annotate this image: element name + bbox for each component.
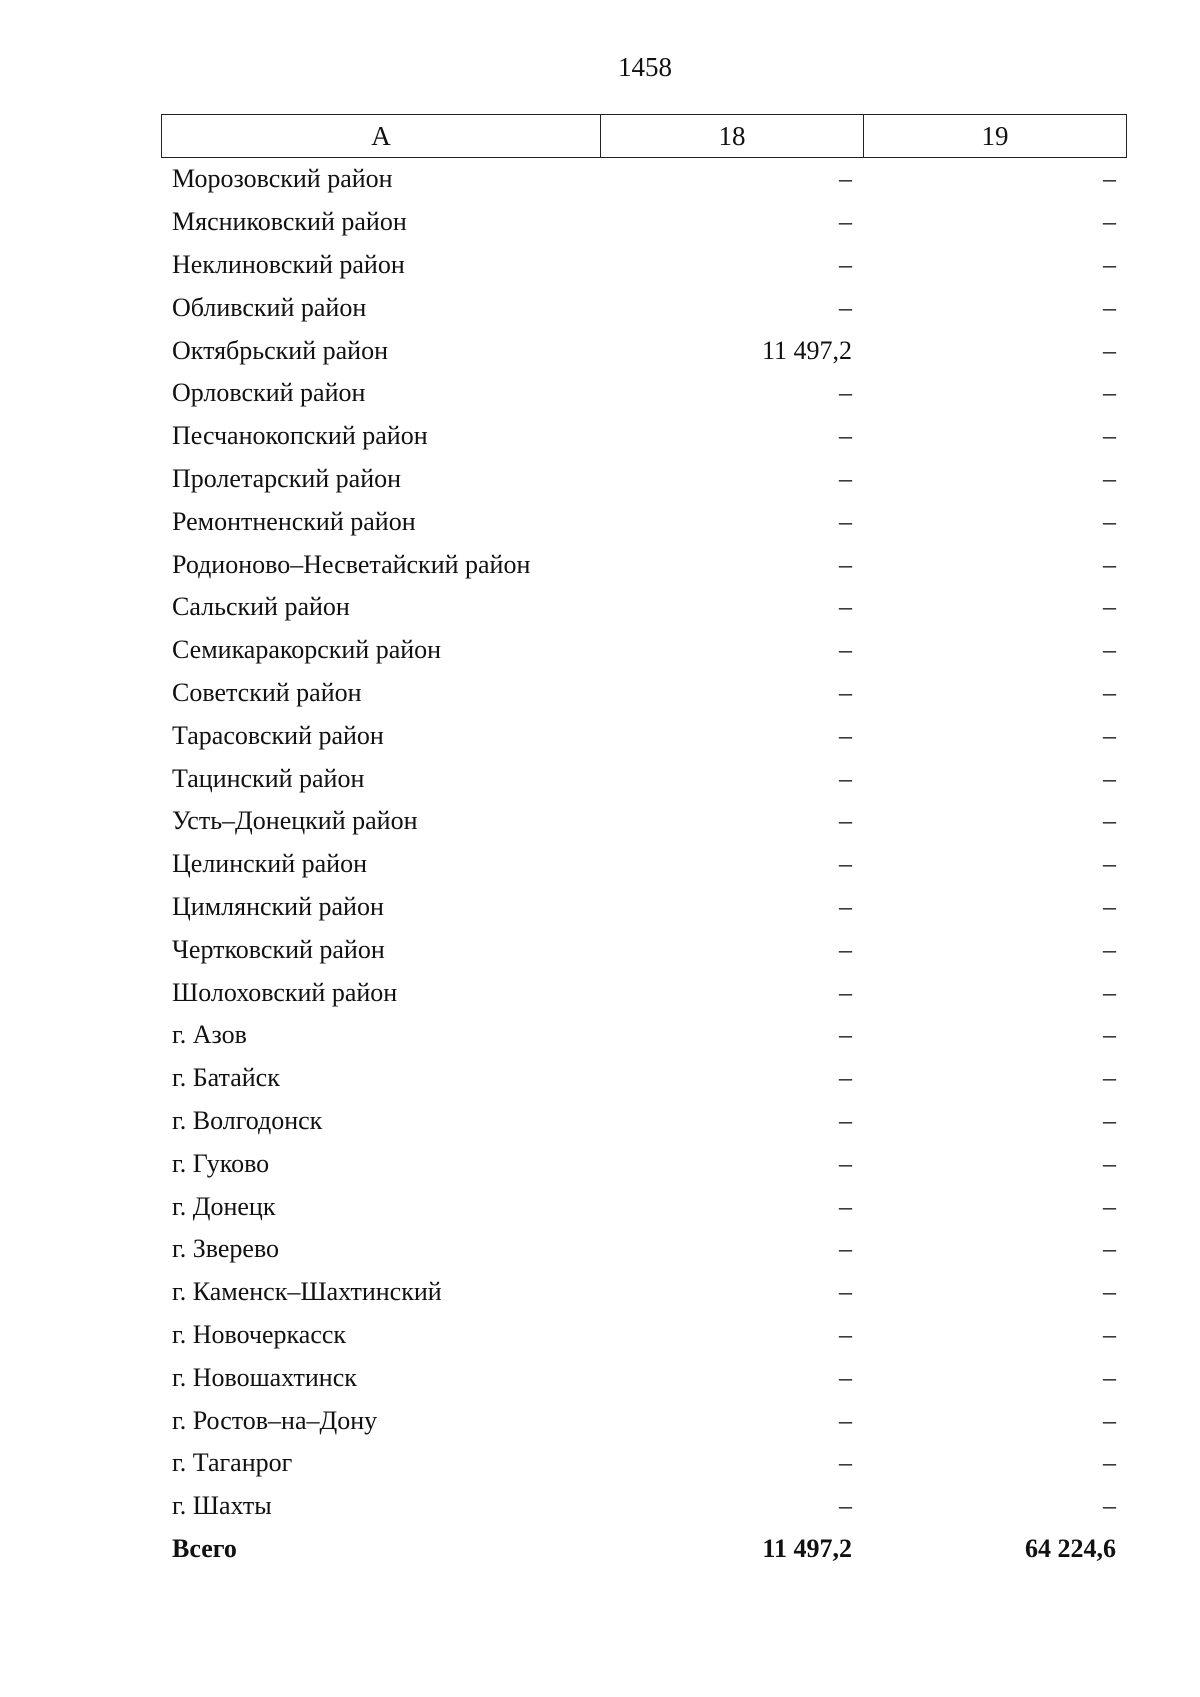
- row-name: Родионово–Несветайский район: [172, 549, 531, 579]
- row-value-18: –: [839, 463, 852, 493]
- row-name: Мясниковский район: [172, 207, 407, 237]
- table-row: [161, 1314, 1127, 1357]
- table-row: [161, 971, 1127, 1014]
- row-value-19: –: [1103, 1319, 1116, 1349]
- row-value-19: –: [1103, 1405, 1116, 1435]
- table-row: [161, 800, 1127, 843]
- row-value-19: –: [1103, 891, 1116, 921]
- table-row: [161, 757, 1127, 800]
- row-name: Обливский район: [172, 292, 367, 322]
- row-value-18: –: [839, 977, 852, 1007]
- row-value-18: –: [839, 207, 852, 237]
- table-row: [161, 1057, 1127, 1100]
- row-name: Тацинский район: [172, 763, 365, 793]
- row-name: Песчанокопский район: [172, 421, 428, 451]
- row-value-19: –: [1103, 1020, 1116, 1050]
- total-value-19: 64 224,6: [1025, 1533, 1116, 1563]
- table-row: [161, 1014, 1127, 1057]
- row-name: Неклиновский район: [172, 249, 405, 279]
- row-value-19: –: [1103, 1191, 1116, 1221]
- row-value-18: –: [839, 1148, 852, 1178]
- table-row: [161, 543, 1127, 586]
- row-value-19: –: [1103, 1148, 1116, 1178]
- row-value-19: –: [1103, 1491, 1116, 1521]
- table-row: [161, 1442, 1127, 1485]
- row-value-18: –: [839, 1063, 852, 1093]
- row-value-19: –: [1103, 763, 1116, 793]
- row-value-19: –: [1103, 849, 1116, 879]
- row-name: Шолоховский район: [172, 977, 398, 1007]
- row-value-19: –: [1103, 720, 1116, 750]
- table-row: [161, 586, 1127, 629]
- table-row: [161, 1399, 1127, 1442]
- row-value-19: –: [1103, 1105, 1116, 1135]
- row-value-19: –: [1103, 635, 1116, 665]
- table-row: [161, 1100, 1127, 1143]
- row-value-18: –: [839, 1020, 852, 1050]
- row-value-18: –: [839, 292, 852, 322]
- row-value-18: –: [839, 592, 852, 622]
- row-value-18: –: [839, 849, 852, 879]
- row-value-18: –: [839, 421, 852, 451]
- table-header: [161, 114, 1127, 158]
- header-col-19: 19: [981, 120, 1009, 151]
- table-row: [161, 1356, 1127, 1399]
- row-value-18: –: [839, 635, 852, 665]
- table-row: [161, 372, 1127, 415]
- table-body: [161, 158, 1127, 1570]
- row-value-19: –: [1103, 934, 1116, 964]
- row-value-19: –: [1103, 1277, 1116, 1307]
- row-value-18: –: [839, 806, 852, 836]
- table-row: [161, 244, 1127, 287]
- row-value-18: –: [839, 1491, 852, 1521]
- row-name: г. Новочеркасск: [172, 1319, 347, 1349]
- row-name: г. Ростов–на–Дону: [172, 1405, 378, 1435]
- row-value-19: –: [1103, 1063, 1116, 1093]
- row-name: Усть–Донецкий район: [172, 806, 418, 836]
- header-col-a: А: [162, 115, 601, 157]
- row-name: Цимлянский район: [172, 891, 384, 921]
- row-name: Пролетарский район: [172, 463, 402, 493]
- table-row: [161, 629, 1127, 672]
- table-row: [161, 458, 1127, 501]
- row-value-19: –: [1103, 677, 1116, 707]
- row-name: г. Азов: [172, 1020, 247, 1050]
- row-value-19: –: [1103, 1448, 1116, 1478]
- row-value-18: 11 497,2: [761, 335, 852, 365]
- table-row: [161, 1485, 1127, 1528]
- row-value-19: –: [1103, 806, 1116, 836]
- row-value-19: –: [1103, 207, 1116, 237]
- table-row: [161, 672, 1127, 715]
- row-value-18: –: [839, 378, 852, 408]
- row-value-19: –: [1103, 506, 1116, 536]
- row-name: Целинский район: [172, 849, 367, 879]
- row-value-18: –: [839, 1448, 852, 1478]
- table-row: [161, 928, 1127, 971]
- total-row: [161, 1528, 1127, 1571]
- row-name: Чертковский район: [172, 934, 385, 964]
- header-col-18: 18: [601, 115, 864, 157]
- table-row: [161, 1142, 1127, 1185]
- row-value-18: –: [839, 763, 852, 793]
- row-value-19: –: [1103, 378, 1116, 408]
- row-name: г. Волгодонск: [172, 1105, 323, 1135]
- row-value-18: –: [839, 249, 852, 279]
- table-row: [161, 500, 1127, 543]
- row-name: г. Шахты: [172, 1491, 272, 1521]
- row-name: Октябрьский район: [172, 335, 388, 365]
- row-value-18: –: [839, 1105, 852, 1135]
- row-name: г. Таганрог: [172, 1448, 293, 1478]
- row-name: г. Гуково: [172, 1148, 270, 1178]
- row-value-18: –: [839, 891, 852, 921]
- row-value-19: –: [1103, 164, 1116, 194]
- total-label: Всего: [172, 1533, 237, 1563]
- row-name: Сальский район: [172, 592, 350, 622]
- table-row: [161, 843, 1127, 886]
- table-row: [161, 286, 1127, 329]
- table-row: [161, 714, 1127, 757]
- total-value-18: 11 497,2: [762, 1533, 852, 1563]
- row-value-18: –: [839, 1405, 852, 1435]
- row-name: г. Новошахтинск: [172, 1362, 357, 1392]
- row-name: Тарасовский район: [172, 720, 384, 750]
- row-value-19: –: [1103, 249, 1116, 279]
- table-row: [161, 201, 1127, 244]
- row-value-19: –: [1103, 1234, 1116, 1264]
- row-value-19: –: [1103, 977, 1116, 1007]
- table-row: [161, 329, 1127, 372]
- row-value-18: –: [839, 1277, 852, 1307]
- table-row: [161, 1185, 1127, 1228]
- row-name: г. Донецк: [172, 1191, 276, 1221]
- row-value-18: –: [839, 1234, 852, 1264]
- row-value-18: –: [839, 677, 852, 707]
- table-row: [161, 1228, 1127, 1271]
- row-value-18: –: [839, 1362, 852, 1392]
- row-name: Ремонтненский район: [172, 506, 416, 536]
- table-row: [161, 1271, 1127, 1314]
- row-value-19: –: [1103, 463, 1116, 493]
- table-row: [161, 415, 1127, 458]
- row-value-19: –: [1103, 1362, 1116, 1392]
- row-value-18: –: [839, 934, 852, 964]
- row-name: г. Батайск: [172, 1063, 280, 1093]
- row-name: Орловский район: [172, 378, 366, 408]
- row-value-19: –: [1103, 549, 1116, 579]
- row-value-18: –: [839, 549, 852, 579]
- row-name: Семикаракорский район: [172, 635, 442, 665]
- row-value-18: –: [839, 720, 852, 750]
- row-value-19: –: [1103, 292, 1116, 322]
- row-value-19: –: [1103, 421, 1116, 451]
- row-value-19: –: [1103, 335, 1116, 365]
- data-table: [161, 114, 1127, 1570]
- row-value-18: –: [839, 1191, 852, 1221]
- row-name: Морозовский район: [172, 164, 393, 194]
- row-value-18: –: [839, 506, 852, 536]
- row-name: г. Зверево: [172, 1234, 280, 1264]
- row-value-18: –: [839, 164, 852, 194]
- row-value-19: –: [1103, 592, 1116, 622]
- row-name: г. Каменск–Шахтинский: [172, 1277, 442, 1307]
- row-value-18: –: [839, 1319, 852, 1349]
- row-name: Советский район: [172, 677, 362, 707]
- table-row: [161, 886, 1127, 929]
- table-row: [161, 158, 1127, 201]
- page-number: 1458: [618, 52, 672, 82]
